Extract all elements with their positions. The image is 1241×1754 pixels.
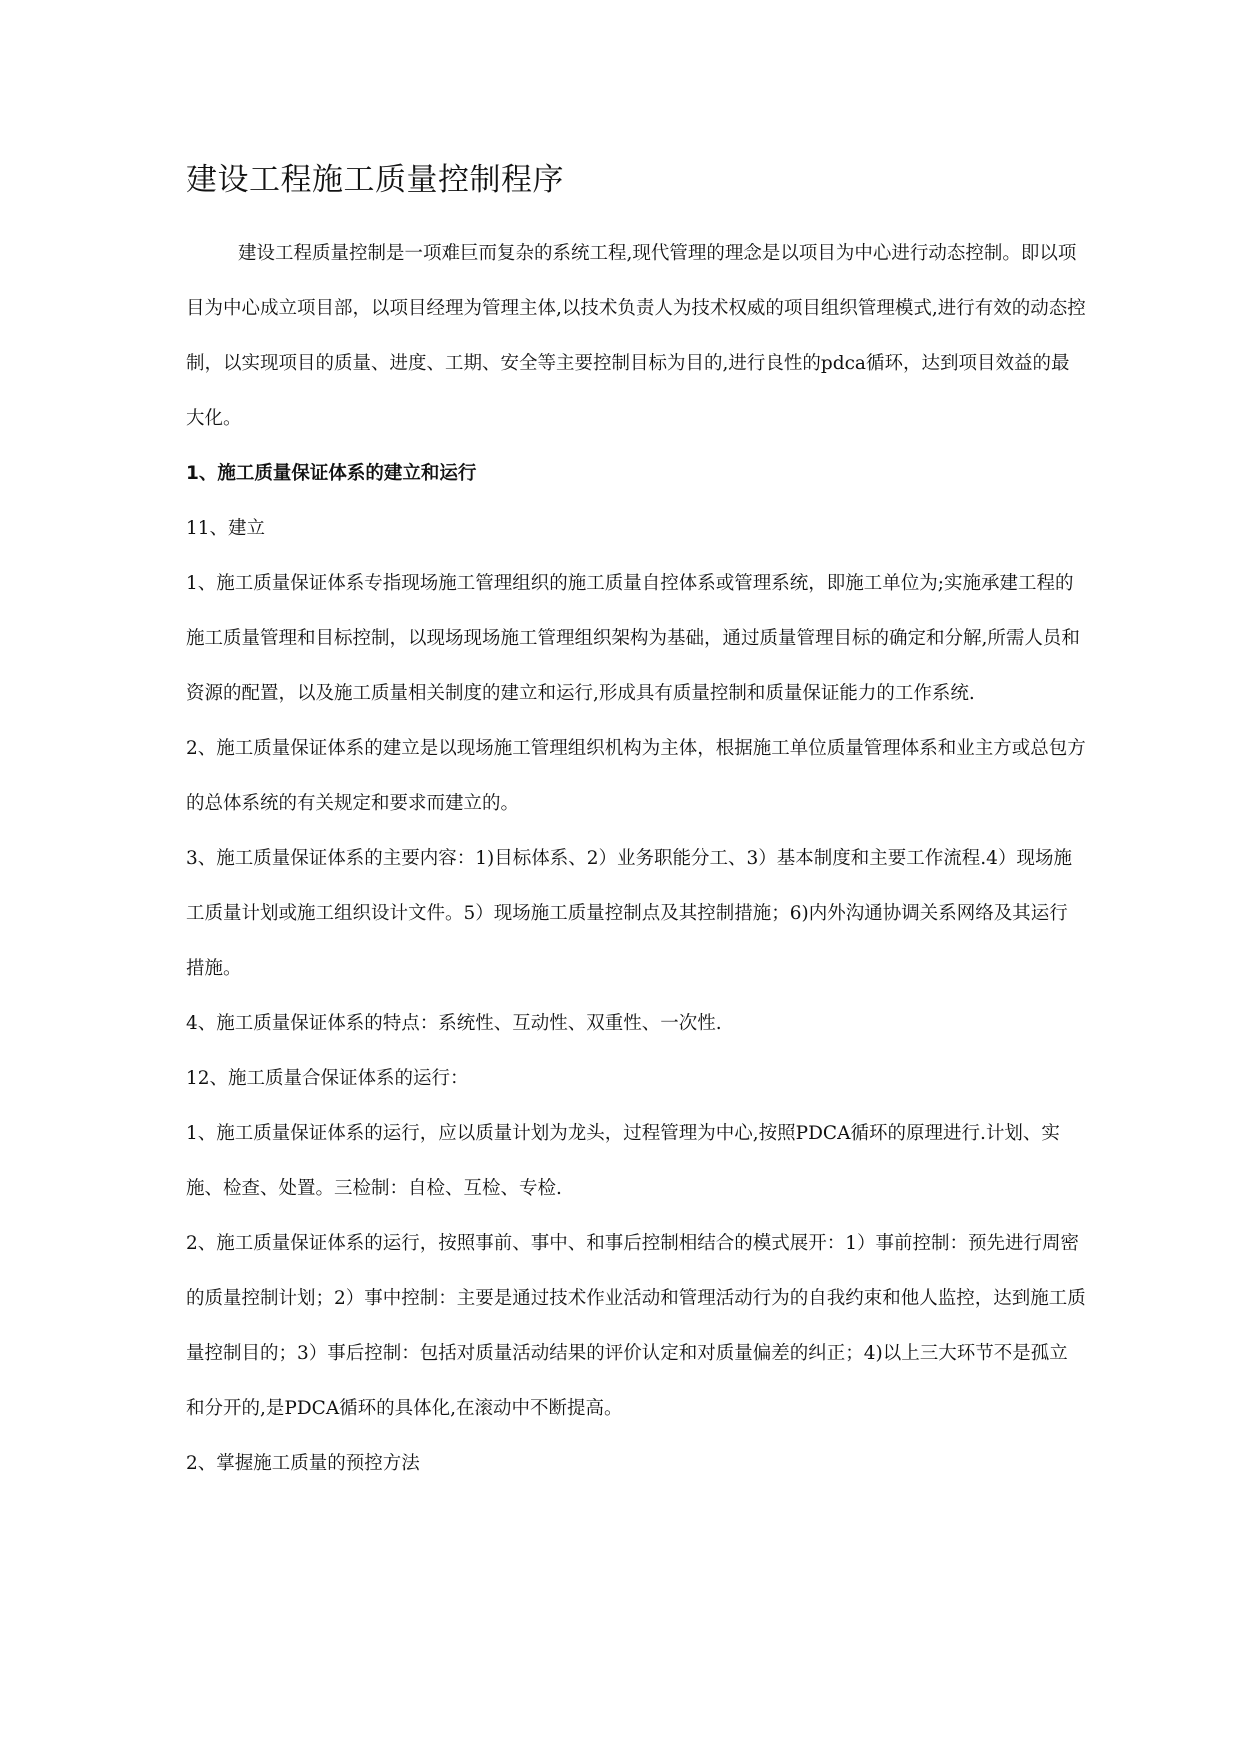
document-title: 建设工程施工质量控制程序 bbox=[186, 162, 564, 198]
subsection-heading-1-1: 11、建立 bbox=[186, 518, 266, 539]
paragraph-item-1: 1、施工质量保证体系专指现场施工管理组织的施工质量自控体系或管理系统，即施工单位为;实施承建工程的施工质量管理和目标控制，以现场现场施工管理组织架构为基础，通过质量管理目标的确定和分解,所需人员和资源的配置，以及施工质量相关制度的建立和运行,形成具有质量控制和质量保证能力的工作系统. bbox=[186, 573, 1080, 704]
section-heading-1: 1、施工质量保证体系的建立和运行 bbox=[186, 463, 477, 484]
paragraph-item-4: 4、施工质量保证体系的特点：系统性、互动性、双重性、一次性. bbox=[186, 1013, 722, 1034]
paragraph-item-3: 3、施工质量保证体系的主要内容：1)目标体系、2）业务职能分工、3）基本制度和主要工作流程.4）现场施工质量计划或施工组织设计文件。5）现场施工质量控制点及其控制措施；6)内外沟通协调关系网络及其运行措施。 bbox=[186, 848, 1072, 979]
paragraph-item-2: 2、施工质量保证体系的建立是以现场施工管理组织机构为主体，根据施工单位质量管理体系和业主方或总包方的总体系统的有关规定和要求而建立的。 bbox=[186, 738, 1086, 814]
section-heading-2: 2、掌握施工质量的预控方法 bbox=[186, 1453, 420, 1474]
paragraph-item-5: 1、施工质量保证体系的运行，应以质量计划为龙头，过程管理为中心,按照PDCA循环的原理进行.计划、实施、检查、处置。三检制：自检、互检、专检. bbox=[186, 1123, 1060, 1199]
paragraph-item-6: 2、施工质量保证体系的运行，按照事前、事中、和事后控制相结合的模式展开：1）事前控制：预先进行周密的质量控制计划；2）事中控制：主要是通过技术作业活动和管理活动行为的自我约束和他人监控，达到施工质量控制目的；3）事后控制：包括对质量活动结果的评价认定和对质量偏差的纠正；4)以上三大环节不是孤立和分开的,是PDCA循环的具体化,在滚动中不断提高。 bbox=[186, 1233, 1086, 1419]
intro-paragraph: 建设工程质量控制是一项难巨而复杂的系统工程,现代管理的理念是以项目为中心进行动态控制。即以项目为中心成立项目部，以项目经理为管理主体,以技术负责人为技术权威的项目组织管理模式,进行有效的动态控制，以实现项目的质量、进度、工期、安全等主要控制目标为目的,进行良性的pdca循环，达到项目效益的最大化。 bbox=[186, 243, 1086, 429]
subsection-heading-1-2: 12、施工质量合保证体系的运行： bbox=[186, 1068, 469, 1089]
document-body bbox=[186, 226, 1086, 1491]
